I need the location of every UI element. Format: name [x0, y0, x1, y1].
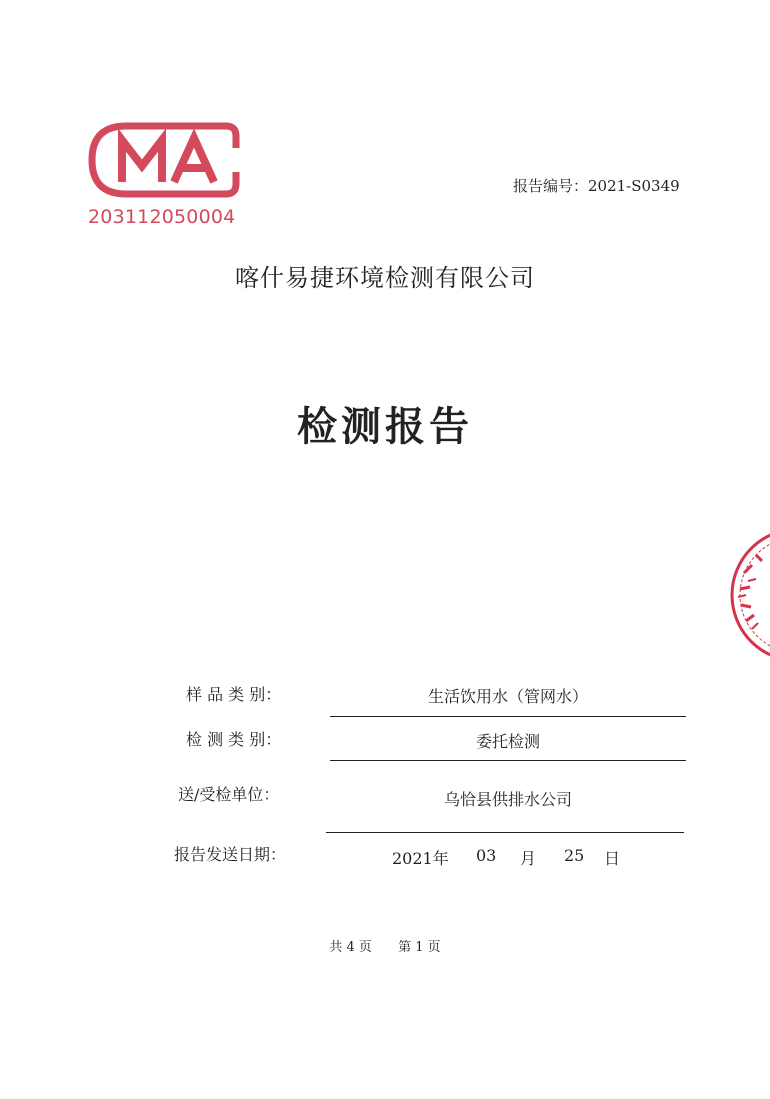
report-date-month-unit: 月: [520, 849, 537, 868]
cma-logo: [86, 118, 242, 202]
report-date-month: 03: [476, 846, 497, 865]
company-name: 喀什易捷环境检测有限公司: [235, 264, 535, 292]
official-seal: [726, 525, 770, 665]
report-number: 报告编号：2021-S0349: [513, 177, 680, 195]
sample-type-label: 样 品 类 别：: [186, 685, 282, 704]
current-page: 第 1 页: [398, 940, 441, 955]
client-value: 乌恰县供排水公司: [443, 790, 572, 809]
client-underline: [326, 832, 684, 833]
total-pages: 共 4 页: [329, 940, 372, 955]
page-footer: [0, 936, 770, 955]
cma-certificate-number: 203112050004: [88, 206, 236, 228]
document-title: 检测报告: [297, 404, 473, 450]
report-date-label: 报告发送日期：: [174, 845, 287, 864]
test-type-underline: [330, 760, 686, 761]
client-label: 送/受检单位：: [178, 785, 280, 804]
test-type-value: 委托检测: [475, 732, 540, 751]
report-date-day-unit: 日: [604, 849, 621, 868]
report-date-day: 25: [564, 846, 585, 865]
sample-type-underline: [330, 716, 686, 717]
report-date-year: 2021年: [392, 849, 449, 868]
test-type-label: 检 测 类 别：: [186, 730, 282, 749]
sample-type-value: 生活饮用水（管网水）: [427, 687, 588, 706]
